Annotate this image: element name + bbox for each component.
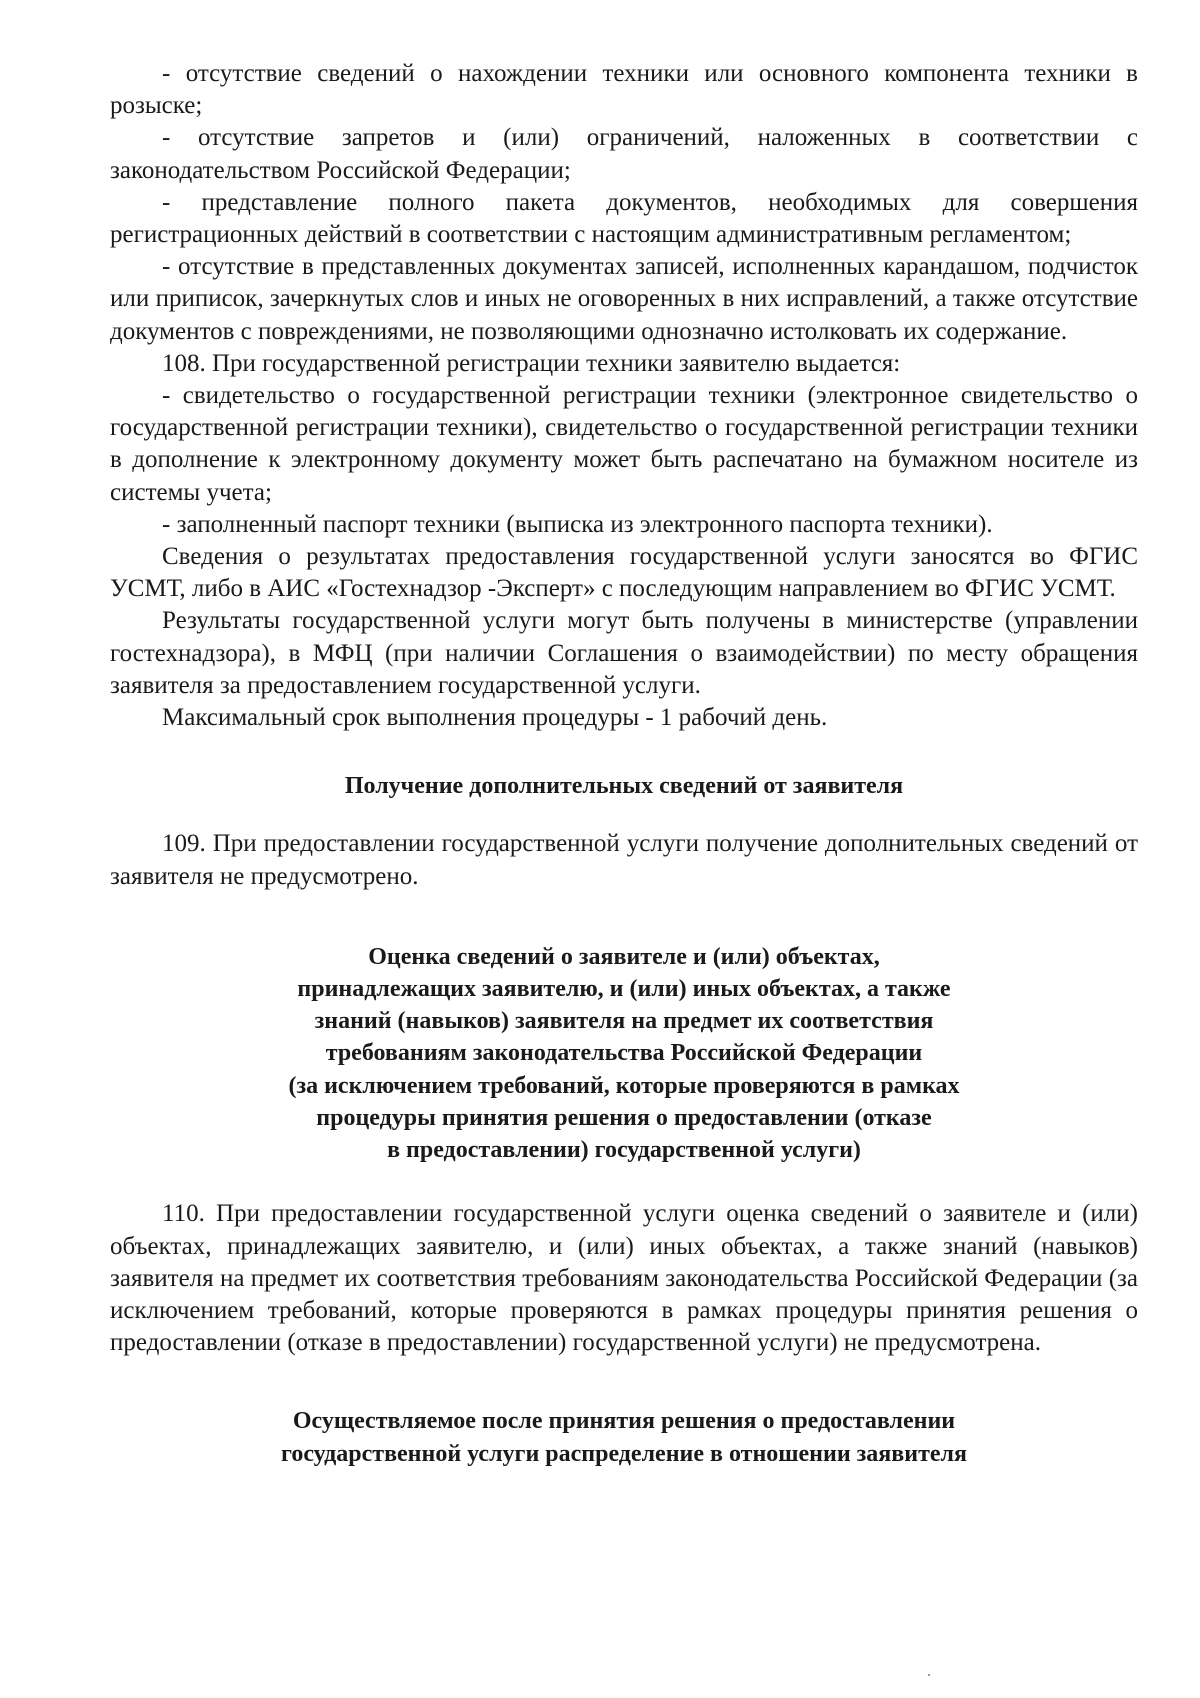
condition-no-corrections: - отсутствие в представленных документах записей, исполненных карандашом, подчисток или приписок, зачеркнутых слов и иных не оговоренных в них исправлений, а также отсутствие документов с повреждениями, не позволяющими однозначно истолковать их содержание. [110,253,1138,345]
heading-distribution [110,1405,1138,1469]
condition-no-search: - отсутствие сведений о нахождении техники или основного компонента техники в розыске; [110,60,1138,120]
item-108-certificate: - свидетельство о государственной регистрации техники (электронное свидетельство о государственной регистрации техники), свидетельство о государственной регистрации техники в дополнение к электронному документу может быть распечатано на бумажном носителе из системы учета; [110,382,1138,506]
heading-additional-info [110,770,1138,802]
item-108-results: Результаты государственной услуги могут быть получены в министерстве (управлении гостехнадзора), в МФЦ (при наличии Соглашения о взаимодействии) по месту обращения заявителя за предоставлением государственной услуги. [110,607,1138,699]
condition-no-restrictions: - отсутствие запретов и (или) ограничений, наложенных в соответствии с законодательством Российской Федерации; [110,124,1138,184]
condition-full-package: - представление полного пакета документов, необходимых для совершения регистрационных действий в соответствии с настоящим административным регламентом; [110,188,1138,249]
heading-evaluation-line: в предоставлении) государственной услуги) [387,1137,861,1164]
item-108-info: Сведения о результатах предоставления государственной услуги заносятся во ФГИС УСМТ, либо в АИС «Гостехнадзор -Эксперт» с последующим направлением во ФГИС УСМТ. [110,543,1138,603]
heading-distribution-line: Осуществляемое после принятия решения о предоставлении [292,1408,956,1435]
item-108-max-term: Максимальный срок выполнения процедуры - 1 рабочий день. [162,704,828,732]
heading-evaluation-line: знаний (навыков) заявителя на предмет их соответствия [314,1008,934,1035]
document-body [110,58,1138,1470]
heading-evaluation-line: принадлежащих заявителю, и (или) иных объектах, а также [297,976,951,1003]
heading-evaluation-line: требованиям законодательства Российской Федерации [325,1040,923,1067]
heading-evaluation-line: процедуры принятия решения о предоставлении (отказе [316,1104,932,1131]
item-108-intro: 108. При государственной регистрации техники заявителю выдается: [162,349,901,377]
heading-evaluation-line: (за исключением требований, которые проверяются в рамках [288,1072,960,1099]
heading-evaluation [110,941,1138,1166]
item-108-passport: - заполненный паспорт техники (выписка из электронного паспорта техники). [162,510,993,538]
item-109-text: 109. При предоставлении государственной услуги получение дополнительных сведений от заявителя не предусмотрено. [110,830,1138,890]
heading-additional-info-text: Получение дополнительных сведений от заявителя [344,773,904,800]
heading-evaluation-line: Оценка сведений о заявителе и (или) объектах, [368,943,880,970]
heading-distribution-line: государственной услуги распределение в отношении заявителя [281,1440,967,1467]
scan-speck [928,1674,930,1676]
item-110-text: 110. При предоставлении государственной услуги оценка сведений о заявителе и (или) объектах, принадлежащих заявителю, и (или) иных объектах, а также знаний (навыков) заявителя на предмет их соответствия требованиям законодательства Российской Федерации (за исключением требований, которые проверяются в рамках процедуры принятия решения о предоставлении (отказе в предоставлении) государственной услуги) не предусмотрена. [110,1200,1138,1357]
